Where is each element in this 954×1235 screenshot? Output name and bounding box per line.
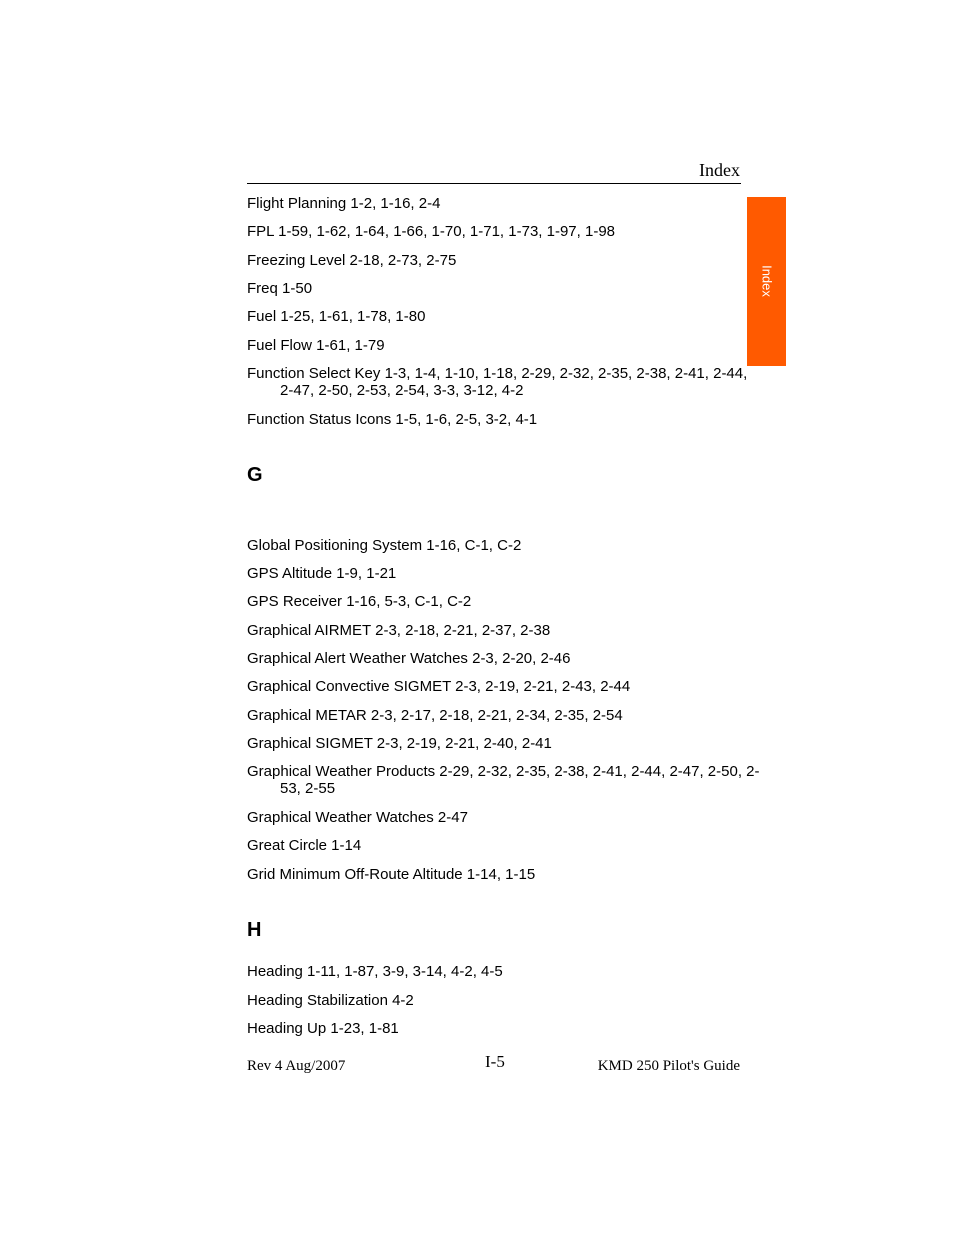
index-entry-global-positioning-system: Global Positioning System 1-16, C-1, C-2 (247, 537, 522, 554)
index-entry-grid-minimum-off-route-altitude: Grid Minimum Off-Route Altitude 1-14, 1-15 (247, 866, 536, 883)
index-entry-function-select-key: Function Select Key 1-3, 1-4, 1-10, 1-18, 2-29, 2-32, 2-35, 2-38, 2-41, 2-44, 2-47, 2-50, 2-53, 2-54, 3-3, 3-12, 4-2 (247, 365, 748, 399)
index-entry-graphical-airmet: Graphical AIRMET 2-3, 2-18, 2-21, 2-37, 2-38 (247, 622, 551, 639)
index-entry-gps-altitude: GPS Altitude 1-9, 1-21 (247, 565, 397, 582)
index-entry-function-status-icons: Function Status Icons 1-5, 1-6, 2-5, 3-2, 4-1 (247, 411, 538, 428)
page-header-title: Index (699, 160, 740, 180)
index-entry-heading: Heading 1-11, 1-87, 3-9, 3-14, 4-2, 4-5 (247, 963, 503, 980)
index-entry-freezing-level: Freezing Level 2-18, 2-73, 2-75 (247, 252, 457, 269)
index-entry-graphical-weather-products: Graphical Weather Products 2-29, 2-32, 2-35, 2-38, 2-41, 2-44, 2-47, 2-50, 2-53, 2-55 (247, 763, 760, 797)
index-entry-fuel-flow: Fuel Flow 1-61, 1-79 (247, 337, 385, 354)
index-entry-heading-up: Heading Up 1-23, 1-81 (247, 1020, 399, 1037)
index-entry-gps-receiver: GPS Receiver 1-16, 5-3, C-1, C-2 (247, 593, 472, 610)
index-entry-great-circle: Great Circle 1-14 (247, 837, 362, 854)
footer-page-number: I-5 (485, 1052, 505, 1071)
index-entry-fpl: FPL 1-59, 1-62, 1-64, 1-66, 1-70, 1-71, 1-73, 1-97, 1-98 (247, 223, 615, 240)
index-entry-graphical-weather-watches: Graphical Weather Watches 2-47 (247, 809, 468, 826)
section-letter-h: H (247, 919, 262, 941)
index-entry-graphical-sigmet: Graphical SIGMET 2-3, 2-19, 2-21, 2-40, 2-41 (247, 735, 552, 752)
index-entry-freq: Freq 1-50 (247, 280, 313, 297)
index-entry-fuel: Fuel 1-25, 1-61, 1-78, 1-80 (247, 308, 426, 325)
index-entry-graphical-convective-sigmet: Graphical Convective SIGMET 2-3, 2-19, 2-21, 2-43, 2-44 (247, 678, 631, 695)
footer-guide-title: KMD 250 Pilot's Guide (597, 1058, 740, 1074)
side-tab-label: Index (759, 265, 775, 297)
index-entry-flight-planning: Flight Planning 1-2, 1-16, 2-4 (247, 195, 441, 212)
footer-revision: Rev 4 Aug/2007 (247, 1058, 346, 1074)
index-entry-heading-stabilization: Heading Stabilization 4-2 (247, 992, 414, 1009)
index-entry-graphical-metar: Graphical METAR 2-3, 2-17, 2-18, 2-21, 2-34, 2-35, 2-54 (247, 707, 623, 724)
section-letter-g: G (247, 464, 263, 486)
index-entry-graphical-alert-weather-watches: Graphical Alert Weather Watches 2-3, 2-20, 2-46 (247, 650, 571, 667)
header-divider (247, 183, 741, 184)
